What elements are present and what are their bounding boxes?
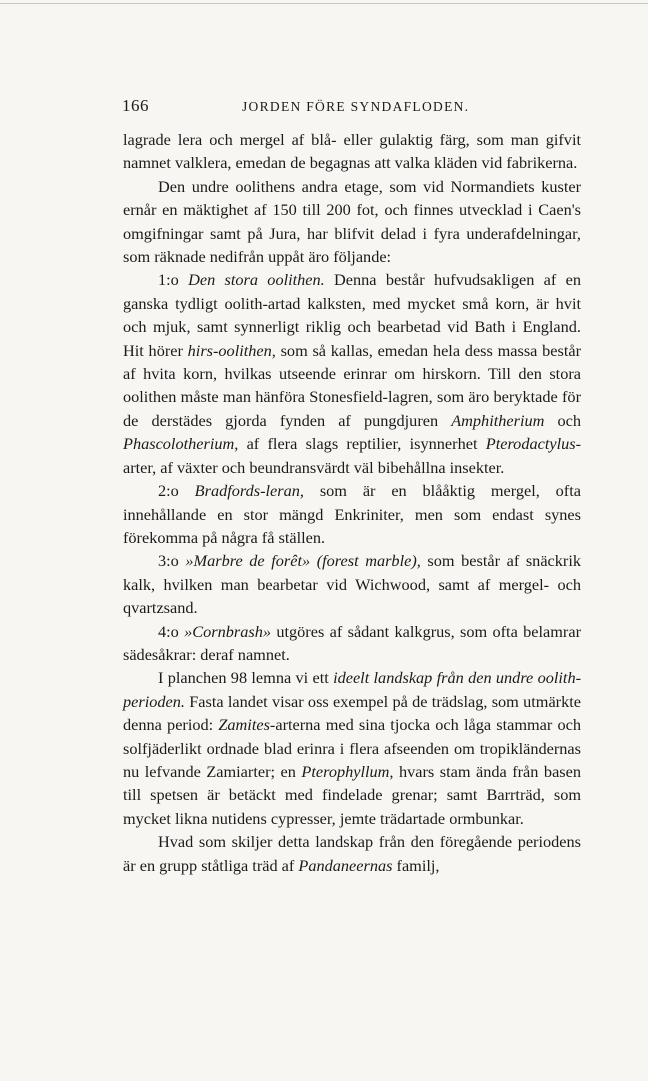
paragraph [123, 549, 581, 619]
text-run: 4:o [158, 621, 185, 641]
text-run: 1:o [158, 270, 189, 290]
paragraph [123, 175, 581, 269]
paragraph [123, 268, 581, 479]
text-run: -arterna med sina tjocka och låga stammar och solfjäderlikt ordnade blad erinra i flera afseenden om tropikländernas nu lefvande Zamiarter; en [123, 715, 581, 781]
text-run: 2:o [158, 481, 195, 501]
page-top-edge [0, 3, 648, 4]
italic-text: Den stora oolithen. [188, 270, 325, 290]
text-run: hvars stam ända från basen till spetsen är betäckt med findelade grenar; samt Barrträd, som mycket likna nutidens cypresser, jemte trädartade ormbunkar. [123, 761, 581, 828]
text-run: I planchen 98 lemna vi ett [158, 668, 334, 688]
text-run: som består af snäckrik kalk, hvilken man bearbetar vid Wichwood, samt af mergel- och qvartzsand. [123, 551, 581, 618]
text-run: Fasta landet visar oss exempel på de trädslag, som utmärkte denna period: [123, 691, 581, 735]
italic-text: Phascolotherium, [123, 434, 239, 454]
text-run: utgöres af sådant kalkgrus, som ofta belamrar sädesåkrar: deraf namnet. [123, 621, 581, 664]
text-run: som så kallas, emedan hela dess massa består af hvita korn, hvilkas utseende erinrar om hirskorn. Till den stora oolithen måste man hänföra Stonesfield-lagren, som äro beryktade för de derstädes gjorda fynden af pungdjuren [123, 340, 582, 430]
italic-text: Zamites [218, 715, 270, 735]
text-run: som är en blååktig mergel, ofta innehållande en stor mängd Enkriniter, men som endast synes förekomma på några få ställen. [123, 481, 581, 547]
text-run: af flera slags reptilier, isynnerhet [238, 434, 486, 454]
italic-text: Amphitherium [451, 410, 545, 430]
text-run: familj, [392, 855, 440, 875]
text-run: Den undre oolithens andra etage, som vid Normandiets kuster ernår en mäktighet af 150 till 200 fot, och finnes utvecklad i Caen's omgifningar samt på Jura, har blifvit delad i fyra underafdelningar, som räknade nedifrån uppåt äro följande: [123, 176, 581, 267]
text-run: -arter, af växter och beundransvärdt väl bibehållna insekter. [123, 434, 581, 477]
text-run: och [544, 410, 581, 430]
italic-text: ideelt landskap från den undre oolith-perioden. [123, 668, 582, 711]
paragraph [123, 479, 581, 549]
body-text [123, 128, 581, 877]
paragraph [123, 666, 581, 830]
italic-text: »Marbre de forêt» (forest marble), [185, 551, 421, 571]
text-run: 3:o [158, 551, 186, 571]
text-run: Hvad som skiljer detta landskap från den föregående periodens är en grupp ståtliga träd af [123, 832, 581, 875]
italic-text: »Cornbrash» [184, 621, 272, 641]
italic-text: hirs-oolithen, [187, 340, 276, 360]
italic-text: Pterophyllum, [301, 761, 394, 781]
page-header [122, 96, 582, 120]
italic-text: Pterodactylus [485, 434, 576, 454]
italic-text: Bradfords-leran, [194, 481, 304, 501]
text-run: lagrade lera och mergel af blå- eller gulaktig färg, som man gifvit namnet valklera, emedan de begagnas att valka kläden vid fabrikerna. [123, 130, 581, 173]
paragraph [123, 620, 581, 667]
paragraph [123, 830, 581, 877]
italic-text: Pandaneernas [298, 855, 393, 875]
running-title: JORDEN FÖRE SYNDAFLODEN. [242, 99, 470, 114]
page-number: 166 [122, 96, 149, 115]
text-run: Denna består hufvudsakligen af en ganska tydligt oolith-artad kalksten, med mycket små korn, är hvit och mjuk, samt synnerligt riklig och bearbetad vid Bath i England. Hit hörer [123, 270, 581, 360]
paragraph [123, 128, 581, 175]
